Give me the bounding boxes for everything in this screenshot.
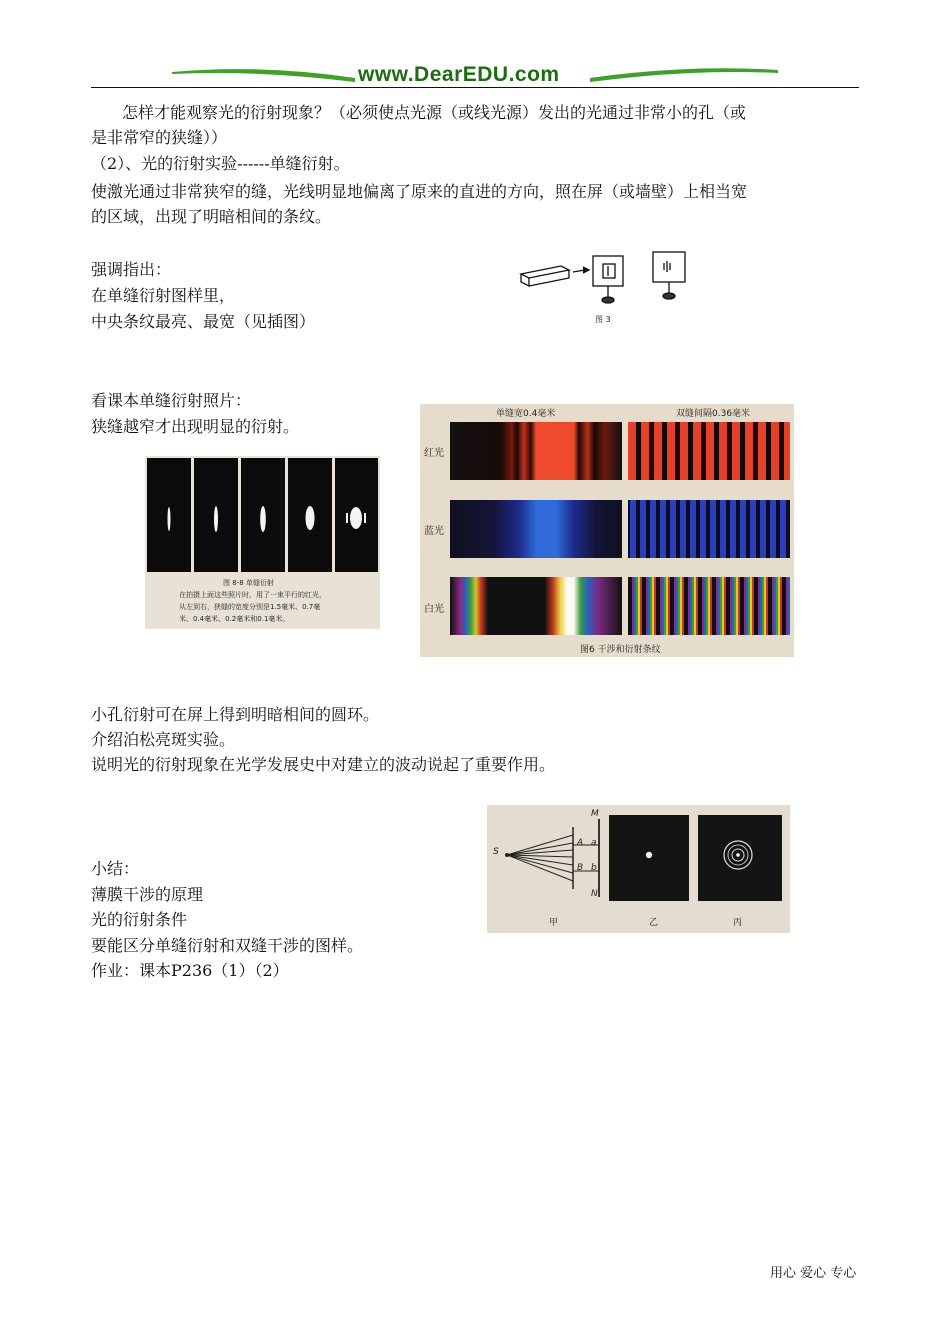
row-label-white: 白光 (424, 604, 444, 615)
row-label-red: 红光 (424, 448, 444, 459)
header-rule (91, 87, 859, 88)
single-slit-caption-line2: 从左到右，狭缝的宽度分别是1.5毫米、0.7毫 (179, 603, 321, 611)
hole-line2: 介绍泊松亮斑实验。 (91, 730, 236, 749)
label-a: a (591, 838, 597, 848)
setup-diagram (517, 248, 697, 328)
emphasis-line2: 中央条纹最亮、最宽（见插图） (91, 312, 316, 331)
row-label-blue: 蓝光 (424, 526, 444, 537)
look-heading: 看课本单缝衍射照片： (91, 391, 252, 410)
label-S: S (493, 847, 499, 857)
color-figure-caption: 图6 干涉和衍射条纹 (580, 645, 661, 655)
summary-heading: 小结： (91, 859, 140, 878)
setup-caption: 图 3 (595, 315, 611, 324)
single-slit-caption-line1: 在拍摄上面这些照片时，用了一束平行的红光， (179, 591, 326, 599)
site-logo-text: www.DearEDU.com (358, 63, 560, 86)
page-footer: 用心 爱心 专心 (770, 1266, 857, 1281)
emphasis-line1: 在单缝衍射图样里， (91, 286, 236, 305)
label-A: A (577, 838, 584, 848)
summary-line1: 薄膜干涉的原理 (91, 885, 204, 904)
single-slit-caption-title: 图 8-8 单缝衍射 (223, 579, 274, 587)
homework-line: 作业：课本P236（1）（2） (91, 961, 289, 980)
label-B: B (577, 863, 584, 873)
label-N: N (591, 889, 598, 899)
single-slit-caption-line3: 米、0.4毫米、0.2毫米和0.1毫米。 (179, 615, 290, 623)
label-yi: 乙 (649, 918, 659, 928)
hole-line1: 小孔衍射可在屏上得到明暗相间的圆环。 (91, 705, 380, 724)
color-header-double: 双缝间隔0.36毫米 (676, 409, 751, 419)
paragraph-experiment-title: （2）、光的衍射实验------单缝衍射。 (91, 154, 350, 173)
hole-line3: 说明光的衍射现象在光学发展史中对建立的波动说起了重要作用。 (91, 755, 556, 774)
color-fringes-photo (420, 404, 794, 657)
paragraph-laser-line2: 的区域，出现了明暗相间的条纹。 (91, 207, 332, 226)
summary-line2: 光的衍射条件 (91, 910, 188, 929)
label-jia: 甲 (549, 918, 559, 928)
hole-diffraction-photo (487, 805, 790, 933)
label-b: b (591, 863, 597, 873)
single-slit-photo (145, 456, 380, 629)
label-M: M (591, 809, 599, 819)
summary-line3: 要能区分单缝衍射和双缝干涉的图样。 (91, 936, 364, 955)
paragraph-question-line1: 怎样才能观察光的衍射现象？（必须使点光源（或线光源）发出的光通过非常小的孔（或 (122, 103, 747, 122)
paragraph-laser-line1: 使激光通过非常狭窄的缝，光线明显地偏离了原来的直进的方向，照在屏（或墙壁）上相当宽 (91, 182, 748, 201)
emphasis-heading: 强调指出： (91, 260, 172, 279)
look-line: 狭缝越窄才出现明显的衍射。 (91, 417, 300, 436)
paragraph-question-line2: 是非常窄的狭缝）） (91, 128, 228, 147)
color-header-single: 单缝宽0.4毫米 (496, 409, 556, 419)
label-bing: 丙 (733, 918, 743, 928)
